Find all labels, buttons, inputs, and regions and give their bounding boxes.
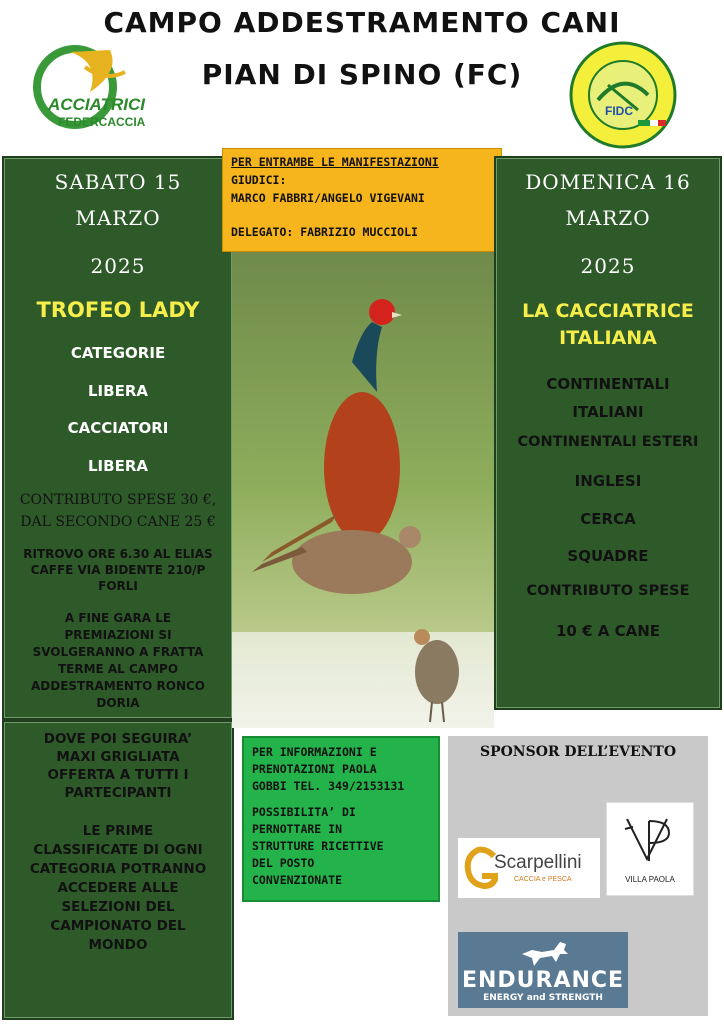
awards-line2: PREMIAZIONI SI: [64, 628, 172, 642]
qual-line5: SELEZIONI DEL: [61, 899, 175, 915]
meeting-point-text: [4, 546, 232, 594]
fidc-logo-text: FIDC: [605, 104, 633, 118]
sunday-fee-line2: 10 € A CANE: [555, 622, 660, 640]
qual-line7: MONDO: [88, 937, 148, 953]
sunday-date-day: DOMENICA 16: [525, 170, 691, 194]
sunday-event-panel: [494, 156, 722, 710]
awards-line5: ADDESTRAMENTO RONCO: [31, 679, 205, 693]
saturday-date-day: SABATO 15: [54, 170, 182, 194]
category-line: CONTINENTALI: [546, 375, 670, 393]
cacciatrice-italiana-title: [496, 298, 720, 352]
event-title-line1: LA CACCIATRICE: [522, 300, 694, 322]
sunday-date-year: 2025: [580, 254, 636, 278]
villa-paola-logo: [606, 802, 694, 896]
sunday-category-3: INGLESI: [574, 472, 642, 490]
lodging-line1: POSSIBILITA’ DI: [252, 805, 356, 819]
scarpellini-g-icon: [464, 846, 498, 890]
lodging-line5: CONVENZIONATE: [252, 873, 343, 887]
saturday-fee-line1: CONTRIBUTO SPESE 30 €,: [19, 492, 217, 508]
category-item: LIBERA: [88, 382, 148, 400]
sunday-category-2: CONTINENTALI ESTERI: [517, 434, 699, 450]
grill-line4: PARTECIPANTI: [64, 785, 172, 801]
saturday-date-year: 2025: [90, 254, 146, 278]
meeting-line3: FORLI: [98, 579, 138, 593]
category-line: ITALIANI: [572, 403, 644, 421]
qualification-text: [4, 822, 232, 955]
trofeo-lady-title: TROFEO LADY: [36, 298, 200, 322]
sunday-category-1: [496, 370, 720, 426]
poster-title-line2: PIAN DI SPINO (FC): [201, 58, 523, 91]
saturday-fee: [4, 492, 232, 530]
endurance-logo: [458, 932, 628, 1008]
lodging-line4: DEL POSTO: [252, 856, 315, 870]
awards-line6: DORIA: [96, 696, 140, 710]
fidc-logo: [568, 40, 678, 150]
awards-line3: SVOLGERANNO A FRATTA: [32, 645, 204, 659]
lodging-line3: STRUTTURE RICETTIVE: [252, 839, 384, 853]
acciatrici-logo: [30, 42, 160, 137]
lodging-line2: PERNOTTARE IN: [252, 822, 343, 836]
meeting-line2: CAFFE VIA BIDENTE 210/P: [30, 563, 206, 577]
villa-paola-name: VILLA PAOLA: [625, 875, 675, 884]
fidc-seal-graphic: [568, 40, 678, 150]
dog-icon: [520, 938, 570, 968]
judges-info-box: [222, 148, 502, 252]
sunday-fee-line1: CONTRIBUTO SPESE: [526, 583, 690, 599]
delegate-text: DELEGATO: FABRIZIO MUCCIOLI: [231, 225, 418, 239]
awards-line1: A FINE GARA LE: [64, 611, 172, 625]
judges-label: GIUDICI:: [231, 173, 287, 187]
endurance-subtitle: ENERGY and STRENGTH: [483, 993, 603, 1003]
grill-text: [4, 730, 232, 802]
sponsor-heading: SPONSOR DELL’EVENTO: [479, 744, 677, 760]
sunday-category-4: CERCA: [580, 510, 636, 528]
category-item: CATEGORIE: [70, 344, 166, 362]
contact-line2: PRENOTAZIONI PAOLA: [252, 762, 377, 776]
saturday-date-month: MARZO: [75, 206, 161, 230]
qual-line3: CATEGORIA POTRANNO: [29, 861, 207, 877]
category-item: LIBERA: [88, 457, 148, 475]
lodging-text: [252, 804, 384, 889]
event-title-line2: ITALIANA: [559, 327, 657, 349]
grill-line1: DOVE POI SEGUIRA’: [43, 731, 193, 747]
poster-title-line1: CAMPO ADDESTRAMENTO CANI: [103, 6, 621, 39]
closing-info-panel: [2, 720, 234, 1020]
judges-names: MARCO FABBRI/ANGELO VIGEVANI: [231, 191, 425, 205]
awards-text: [4, 610, 232, 712]
pheasant-photo: [232, 252, 494, 728]
villa-paola-monogram-icon: [619, 811, 679, 867]
saturday-fee-line2: DAL SECONDO CANE 25 €: [20, 514, 216, 530]
scarpellini-subtitle: CACCIA e PESCA: [514, 876, 572, 883]
awards-line4: TERME AL CAMPO: [57, 662, 179, 676]
scarpellini-logo: [458, 838, 600, 898]
pheasant-illustration: [232, 252, 494, 728]
sunday-category-5: SQUADRE: [567, 547, 649, 565]
acciatrici-logo-text: ACCIATRICI: [48, 95, 145, 114]
contact-text: [252, 744, 404, 795]
sunday-date-month: MARZO: [565, 206, 651, 230]
grill-line2: MAXI GRIGLIATA: [56, 749, 180, 765]
qual-line2: CLASSIFICATE DI OGNI: [33, 842, 203, 858]
scarpellini-name: Scarpellini: [494, 852, 582, 873]
category-item: CACCIATORI: [67, 419, 169, 437]
qual-line4: ACCEDERE ALLE: [57, 880, 179, 896]
contact-line1: PER INFORMAZIONI E: [252, 745, 377, 759]
saturday-event-panel: [2, 156, 234, 720]
judges-heading: PER ENTRAMBE LE MANIFESTAZIONI: [231, 155, 439, 169]
grill-line3: OFFERTA A TUTTI I: [47, 767, 189, 783]
sponsor-section: [448, 736, 708, 1016]
federcaccia-logo-text: FEDERCACCIA: [58, 115, 146, 129]
endurance-name: ENDURANCE: [461, 968, 625, 993]
contact-info-box: [242, 736, 440, 902]
qual-line1: LE PRIME: [82, 823, 154, 839]
qual-line6: CAMPIONATO DEL: [50, 918, 186, 934]
contact-phone[interactable]: GOBBI TEL. 349/2153131: [252, 779, 405, 793]
meeting-line1: RITROVO ORE 6.30 AL ELIAS: [23, 547, 213, 561]
